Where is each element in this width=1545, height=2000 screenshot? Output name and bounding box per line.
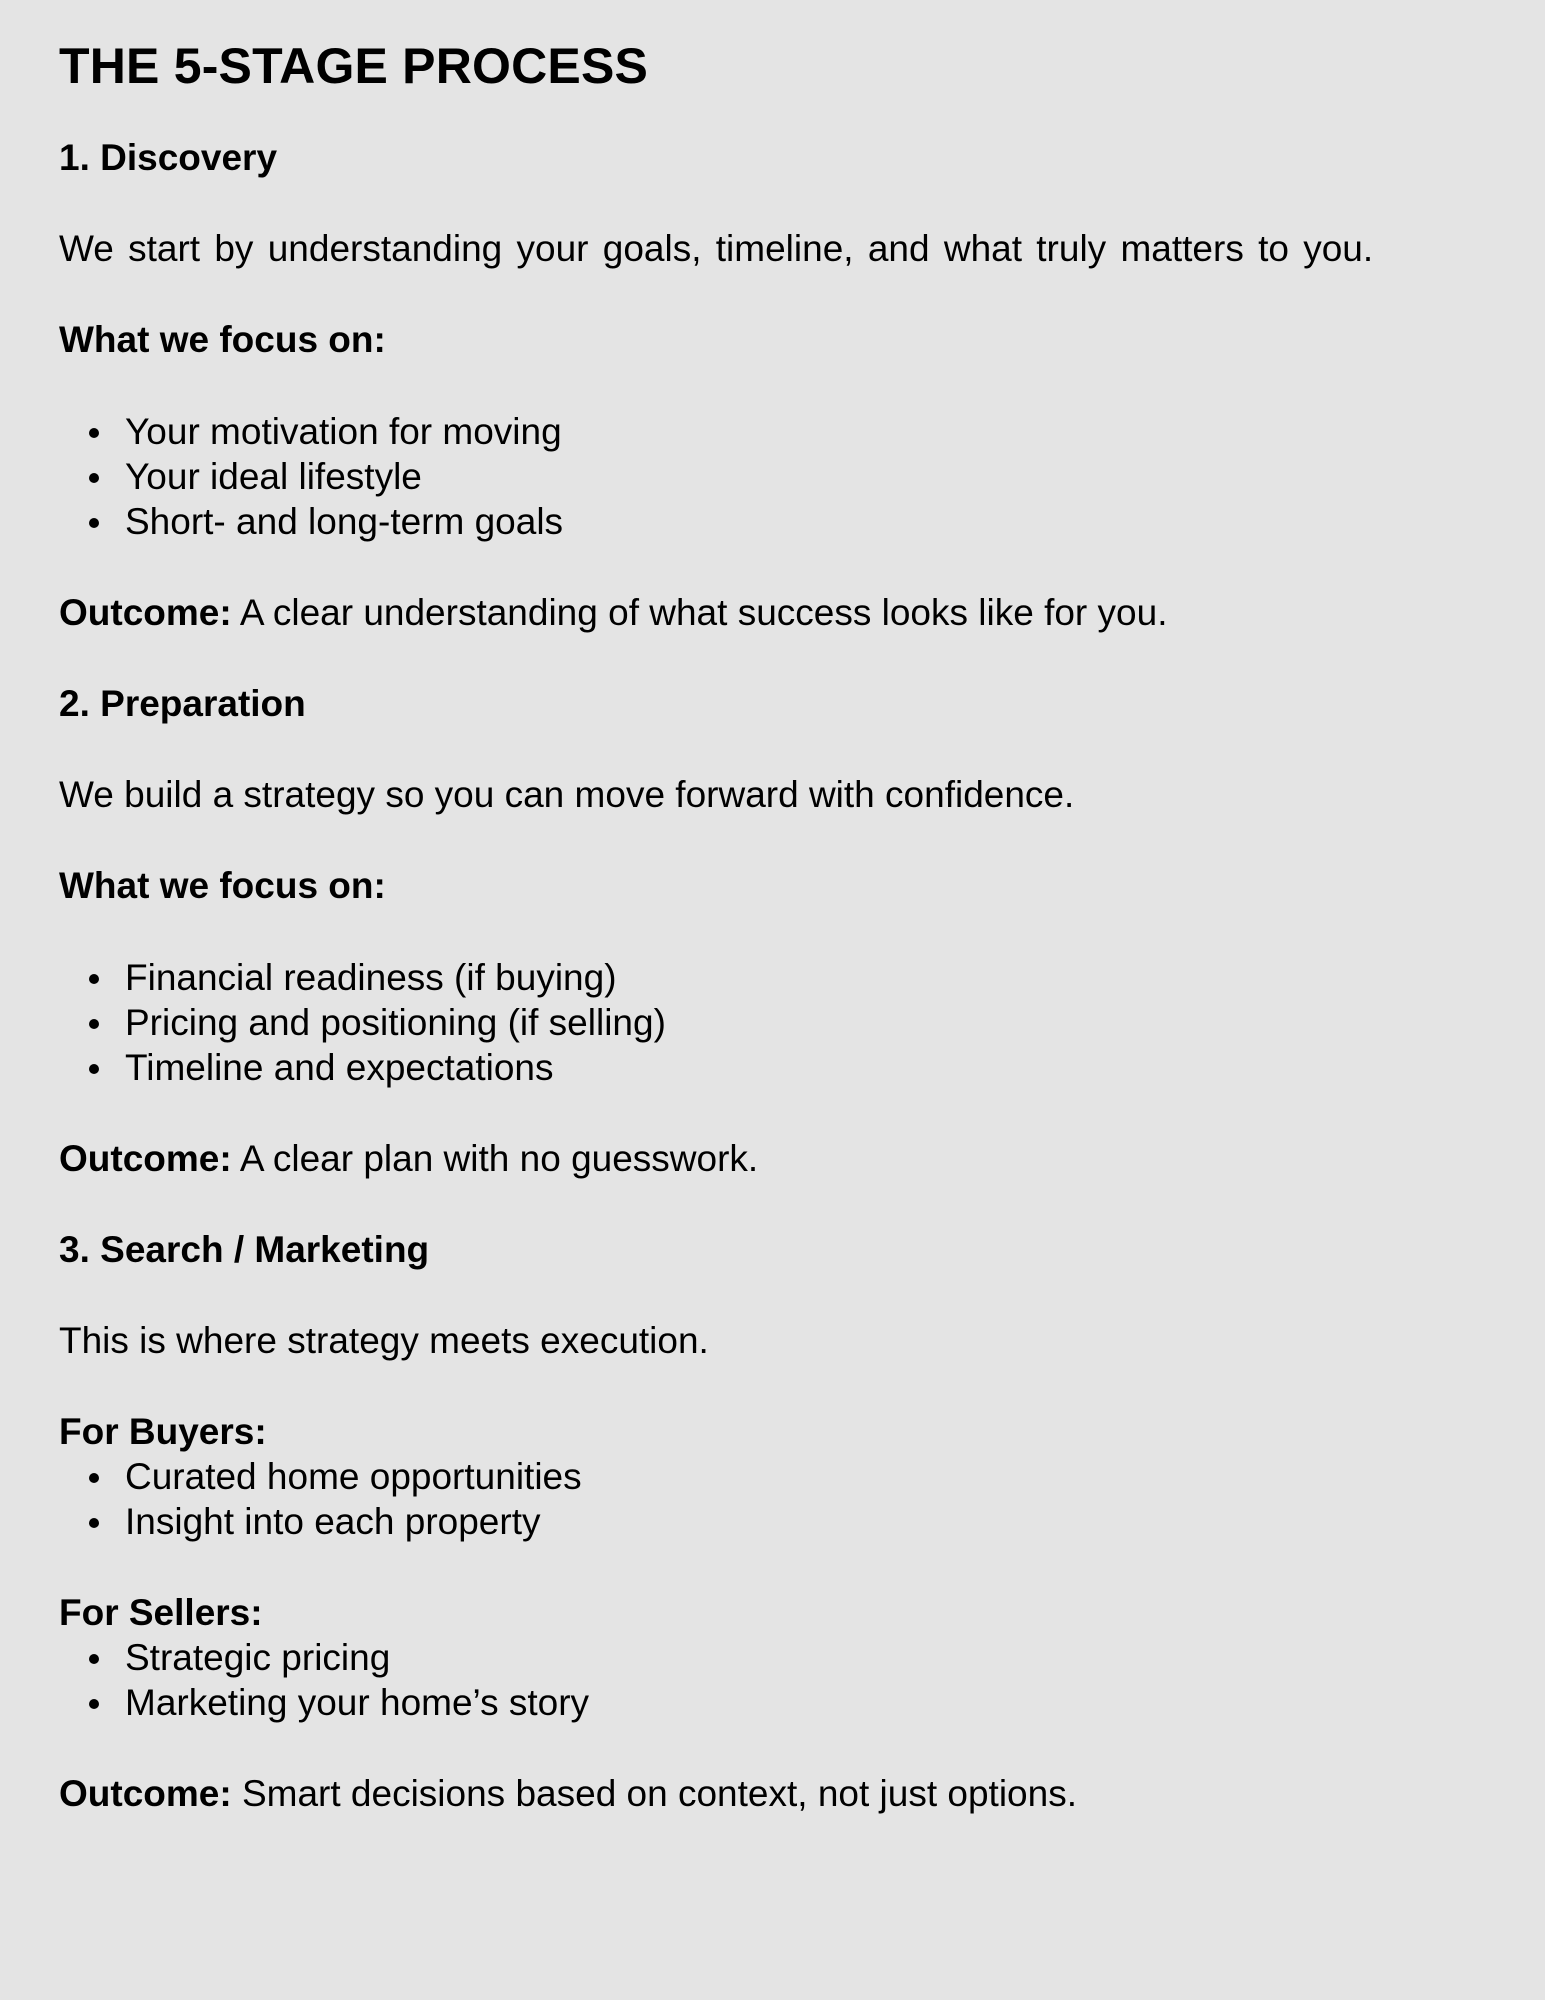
stage-heading: 3. Search / Marketing xyxy=(59,1229,430,1270)
list-item-text: Your ideal lifestyle xyxy=(125,456,422,497)
outcome-label: Outcome: xyxy=(59,1773,232,1814)
outcome-label: Outcome: xyxy=(59,1138,232,1179)
bullet-icon xyxy=(89,1019,99,1029)
stage-preparation xyxy=(59,682,1390,1181)
list-item-text: Curated home opportunities xyxy=(125,1456,582,1497)
list-item-text: Short- and long-term goals xyxy=(125,501,564,542)
list-item xyxy=(59,1000,1390,1045)
outcome-text: A clear understanding of what success looks like for you. xyxy=(231,592,1168,633)
stage-intro: We build a strategy so you can move forward with confidence. xyxy=(59,774,1075,815)
bullet-icon xyxy=(89,473,99,483)
list-item-text: Your motivation for moving xyxy=(125,411,562,452)
outcome-text: A clear plan with no guesswork. xyxy=(231,1138,759,1179)
buyers-label: For Buyers: xyxy=(59,1411,267,1452)
list-item xyxy=(59,1680,1390,1725)
focus-list xyxy=(59,955,1390,1090)
stage-search-marketing xyxy=(59,1228,1390,1816)
sellers-label: For Sellers: xyxy=(59,1592,263,1633)
bullet-icon xyxy=(89,518,99,528)
stage-heading: 1. Discovery xyxy=(59,137,278,178)
stage-outcome xyxy=(59,1137,1390,1181)
stage-intro: We start by understanding your goals, timeline, and what truly matters to you. xyxy=(59,228,1374,269)
list-item xyxy=(59,1045,1390,1090)
bullet-icon xyxy=(89,1654,99,1664)
list-item-text: Insight into each property xyxy=(125,1501,541,1542)
list-item xyxy=(59,955,1390,1000)
bullet-icon xyxy=(89,974,99,984)
list-item-text: Financial readiness (if buying) xyxy=(125,957,617,998)
outcome-text: Smart decisions based on context, not just options. xyxy=(231,1773,1077,1814)
focus-list xyxy=(59,409,1390,544)
stage-discovery xyxy=(59,136,1390,635)
page-title: THE 5-STAGE PROCESS xyxy=(59,38,649,94)
stage-outcome xyxy=(59,591,1390,635)
list-item-text: Timeline and expectations xyxy=(125,1047,554,1088)
list-item-text: Strategic pricing xyxy=(125,1637,391,1678)
list-item xyxy=(59,1499,1390,1544)
focus-label: What we focus on: xyxy=(59,865,386,906)
list-item xyxy=(59,499,1390,544)
list-item-text: Pricing and positioning (if selling) xyxy=(125,1002,666,1043)
buyers-list xyxy=(59,1454,1390,1544)
stage-heading: 2. Preparation xyxy=(59,683,306,724)
bullet-icon xyxy=(89,1699,99,1709)
bullet-icon xyxy=(89,428,99,438)
bullet-icon xyxy=(89,1518,99,1528)
list-item xyxy=(59,1635,1390,1680)
focus-label: What we focus on: xyxy=(59,319,386,360)
bullet-icon xyxy=(89,1473,99,1483)
sellers-list xyxy=(59,1635,1390,1725)
list-item-text: Marketing your home’s story xyxy=(125,1682,590,1723)
bullet-icon xyxy=(89,1064,99,1074)
outcome-label: Outcome: xyxy=(59,592,232,633)
list-item xyxy=(59,1454,1390,1499)
stage-intro: This is where strategy meets execution. xyxy=(59,1320,709,1361)
list-item xyxy=(59,454,1390,499)
list-item xyxy=(59,409,1390,454)
stage-outcome xyxy=(59,1772,1390,1816)
